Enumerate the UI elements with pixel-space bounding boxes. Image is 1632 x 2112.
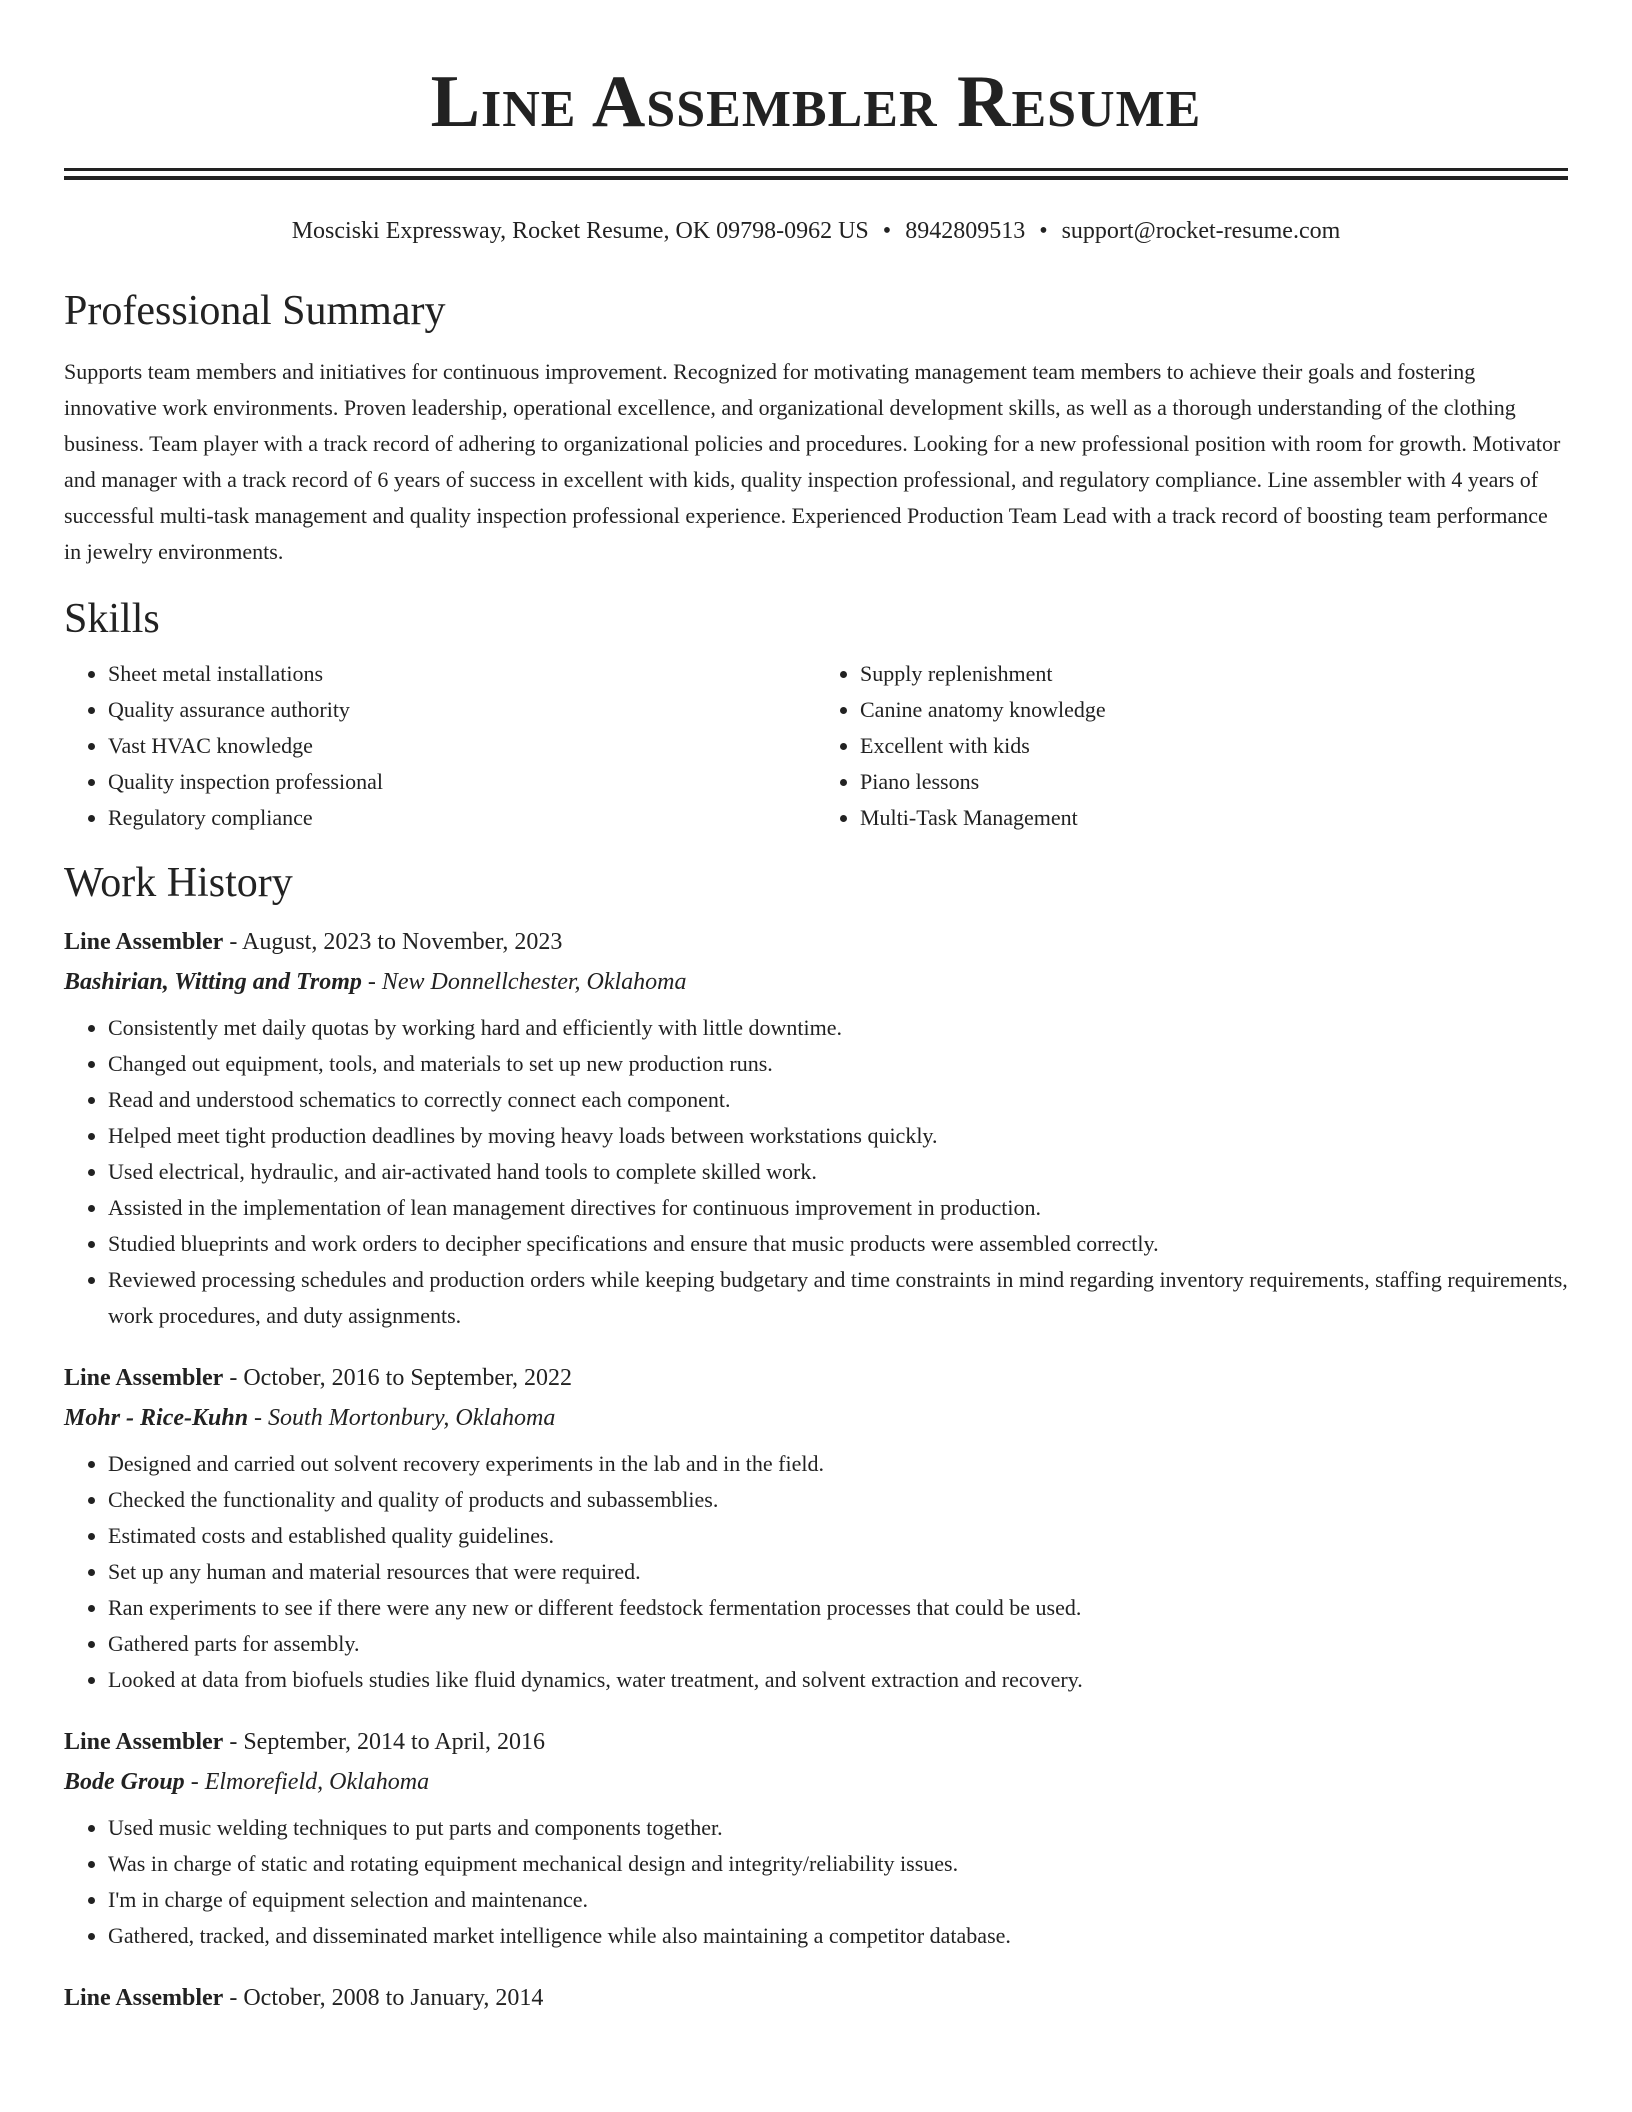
skill-item: • Regulatory compliance — [108, 800, 816, 836]
work-history-heading: Work History — [64, 860, 293, 906]
job-title: Line Assembler — [64, 929, 224, 955]
job-header — [64, 926, 1568, 958]
job-bullet: • Used music welding techniques to put parts and components together. — [108, 1810, 1568, 1846]
skill-item: • Vast HVAC knowledge — [108, 728, 816, 764]
contact-email: support@rocket-resume.com — [1061, 218, 1341, 244]
job-bullet: • Designed and carried out solvent recovery experiments in the lab and in the field. — [108, 1446, 1568, 1482]
job-title: Line Assembler — [64, 1985, 224, 2011]
job-dates: August, 2023 to November, 2023 — [242, 929, 563, 955]
summary-heading: Professional Summary — [64, 288, 446, 334]
job-bullets — [64, 1010, 1568, 1334]
skill-item: • Excellent with kids — [860, 728, 1568, 764]
job-title: Line Assembler — [64, 1729, 224, 1755]
contact-separator: • — [1039, 218, 1048, 244]
job-bullet: • I'm in charge of equipment selection and maintenance. — [108, 1882, 1568, 1918]
job-header — [64, 1362, 1568, 1394]
skill-item: • Multi-Task Management — [860, 800, 1568, 836]
skill-item: • Piano lessons — [860, 764, 1568, 800]
skill-item: • Canine anatomy knowledge — [860, 692, 1568, 728]
summary-text: Supports team members and initiatives for continuous improvement. Recognized for motivating management team members to achieve their goals and fostering innovative work environments. Proven leadership, operational excellence, and organizational development skills, as well as a thorough understanding of the clothing business. Team player with a track record of adhering to organizational policies and procedures. Looking for a new professional position with room for growth. Motivator and manager with a track record of 6 years of success in excellent with kids, quality inspection professional, and regulatory compliance. Line assembler with 4 years of successful multi-task management and quality inspection professional experience. Experienced Production Team Lead with a track record of boosting team performance in jewelry environments. — [64, 359, 1561, 564]
job-title: Line Assembler — [64, 1365, 224, 1391]
job-company-line — [64, 1402, 1568, 1434]
title-rule-top — [64, 168, 1568, 171]
job-entry — [64, 1982, 1568, 2014]
job-bullet: • Assisted in the implementation of lean management directives for continuous improvement in production. — [108, 1190, 1568, 1226]
job-bullet: • Read and understood schematics to correctly connect each component. — [108, 1082, 1568, 1118]
job-location: South Mortonbury, Oklahoma — [268, 1405, 556, 1431]
job-dash: - — [223, 1729, 244, 1755]
job-header — [64, 1726, 1568, 1758]
job-dash: - — [248, 1405, 269, 1431]
job-dates: October, 2016 to September, 2022 — [243, 1365, 573, 1391]
job-dash: - — [223, 1985, 244, 2011]
job-bullet: • Reviewed processing schedules and production orders while keeping budgetary and time constraints in mind regarding inventory requirements, staffing requirements, work procedures, and duty assignments. — [108, 1262, 1568, 1334]
job-bullet: • Was in charge of static and rotating equipment mechanical design and integrity/reliability issues. — [108, 1846, 1568, 1882]
job-bullet: • Ran experiments to see if there were any new or different feedstock fermentation processes that could be used. — [108, 1590, 1568, 1626]
skills-section — [64, 594, 1568, 836]
skill-item: • Sheet metal installations — [108, 656, 816, 692]
job-dates: September, 2014 to April, 2016 — [243, 1729, 546, 1755]
job-bullet: • Looked at data from biofuels studies like fluid dynamics, water treatment, and solvent extraction and recovery. — [108, 1662, 1568, 1698]
job-bullet: • Changed out equipment, tools, and materials to set up new production runs. — [108, 1046, 1568, 1082]
job-bullet: • Studied blueprints and work orders to decipher specifications and ensure that music products were assembled correctly. — [108, 1226, 1568, 1262]
job-entry — [64, 926, 1568, 1334]
job-bullets — [64, 1446, 1568, 1698]
job-bullet: • Checked the functionality and quality of products and subassemblies. — [108, 1482, 1568, 1518]
skills-list-left — [64, 656, 816, 836]
job-bullet: • Set up any human and material resources that were required. — [108, 1554, 1568, 1590]
job-entry — [64, 1362, 1568, 1698]
job-bullets — [64, 1810, 1568, 1954]
job-dates: October, 2008 to January, 2014 — [243, 1985, 544, 2011]
skill-item: • Quality assurance authority — [108, 692, 816, 728]
page-title: Line Assembler Resume — [430, 61, 1202, 143]
job-bullet: • Estimated costs and established quality guidelines. — [108, 1518, 1568, 1554]
job-dash: - — [184, 1769, 205, 1795]
job-dash: - — [223, 1365, 244, 1391]
job-company: Bode Group — [64, 1769, 185, 1795]
contact-line — [64, 216, 1568, 246]
skill-item: • Quality inspection professional — [108, 764, 816, 800]
skills-list-right — [816, 656, 1568, 836]
skill-item: • Supply replenishment — [860, 656, 1568, 692]
title-rule-bottom — [64, 176, 1568, 180]
job-company-line — [64, 1766, 1568, 1798]
skills-columns — [64, 656, 1568, 836]
job-bullet: • Gathered parts for assembly. — [108, 1626, 1568, 1662]
job-bullet: • Consistently met daily quotas by working hard and efficiently with little downtime. — [108, 1010, 1568, 1046]
job-location: Elmorefield, Oklahoma — [204, 1769, 430, 1795]
job-bullet: • Helped meet tight production deadlines by moving heavy loads between workstations quickly. — [108, 1118, 1568, 1154]
contact-phone: 8942809513 — [905, 218, 1026, 244]
job-location: New Donnellchester, Oklahoma — [381, 969, 687, 995]
skills-heading: Skills — [64, 596, 160, 642]
job-company: Bashirian, Witting and Tromp — [64, 969, 362, 995]
summary-section — [64, 286, 1568, 570]
work-history-section — [64, 858, 1568, 2014]
job-dash: - — [361, 969, 382, 995]
job-company-line — [64, 966, 1568, 998]
job-bullet: • Used electrical, hydraulic, and air-activated hand tools to complete skilled work. — [108, 1154, 1568, 1190]
job-dash: - — [223, 929, 242, 955]
job-entry — [64, 1726, 1568, 1954]
contact-address: Mosciski Expressway, Rocket Resume, OK 09798-0962 US — [291, 218, 869, 244]
job-company: Mohr - Rice-Kuhn — [64, 1405, 249, 1431]
contact-separator: • — [882, 218, 892, 244]
job-bullet: • Gathered, tracked, and disseminated market intelligence while also maintaining a competitor database. — [108, 1918, 1568, 1954]
job-header — [64, 1982, 1568, 2014]
